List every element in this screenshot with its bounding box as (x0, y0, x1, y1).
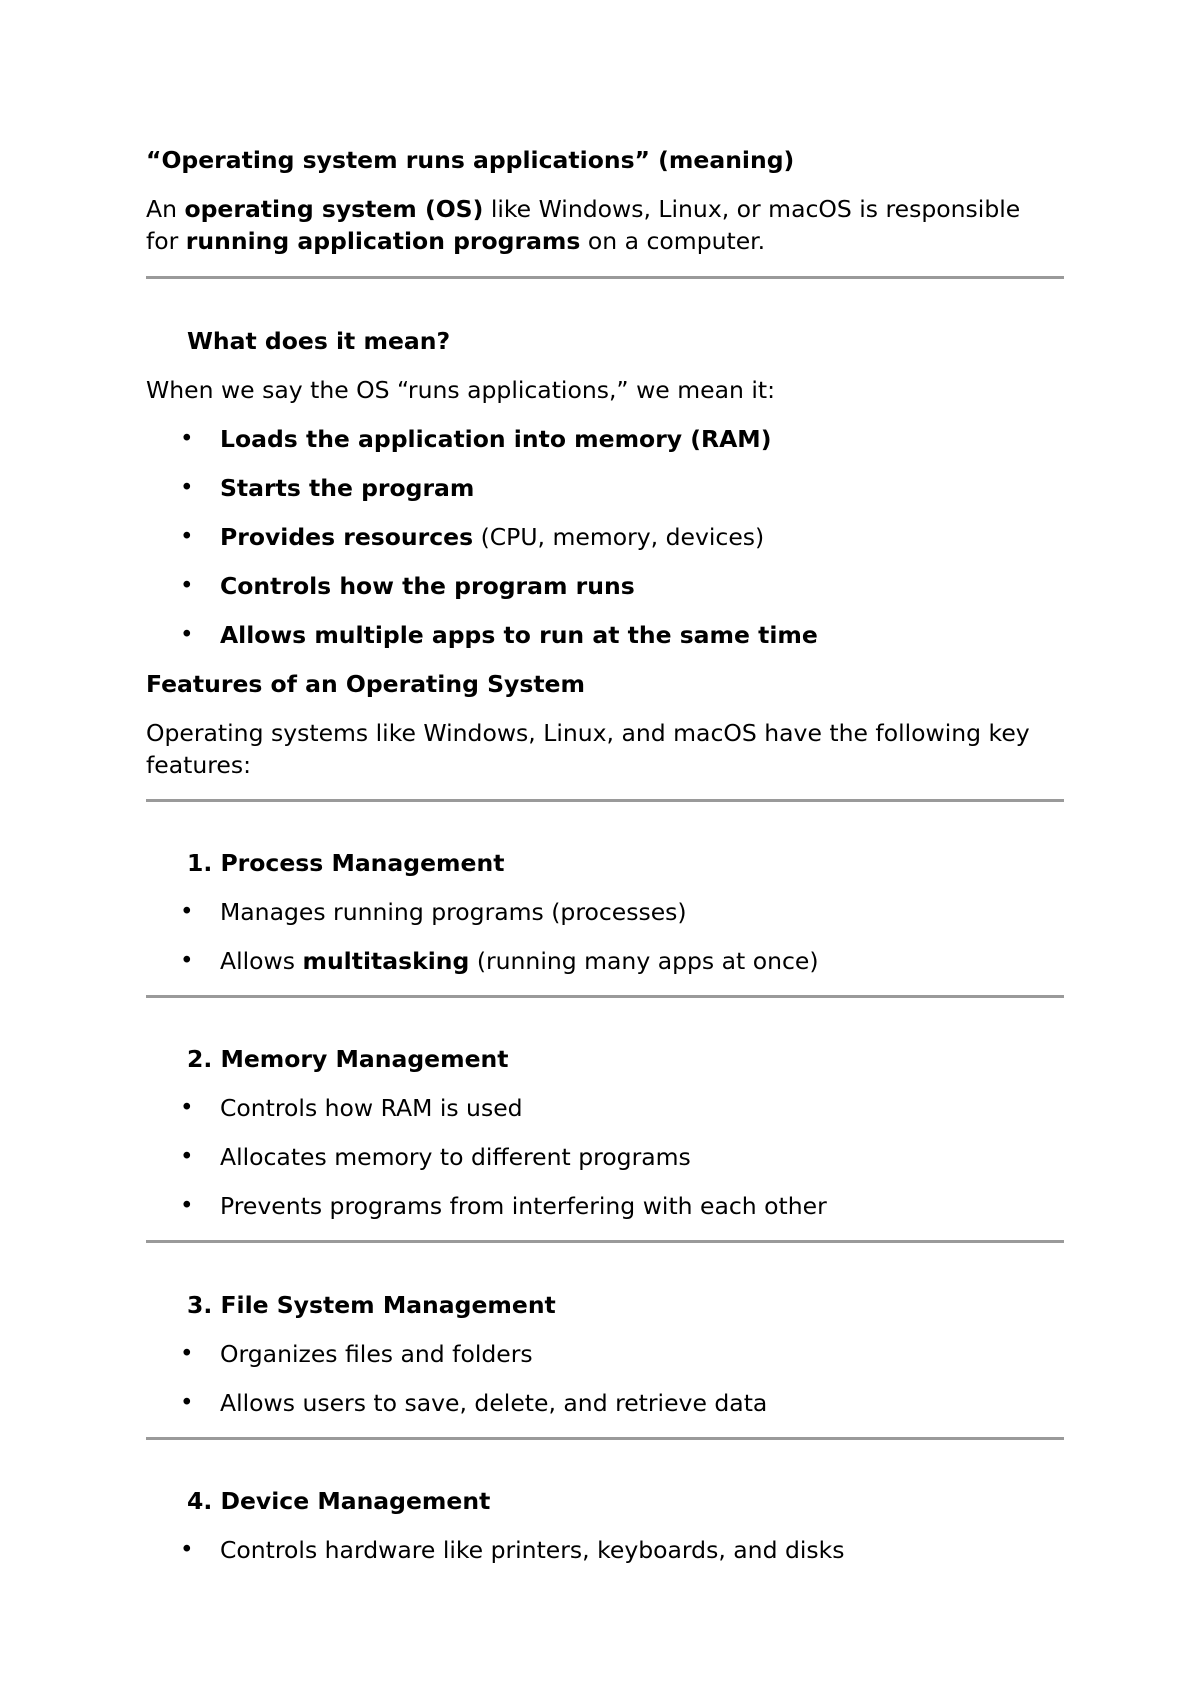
list-item: Allows multitasking (running many apps at once) (220, 947, 819, 975)
list-item: Organizes files and folders (220, 1340, 533, 1368)
bullet-glyph: • (180, 524, 194, 550)
section-title-device-management: 4. Device Management (187, 1487, 491, 1515)
bullet-glyph: • (180, 1144, 194, 1170)
term-running-application-programs: running application programs (185, 227, 581, 255)
bullet-glyph: • (180, 899, 194, 925)
bullet-glyph: • (180, 1095, 194, 1121)
section-title-memory-management: 2. Memory Management (187, 1045, 509, 1073)
bullet-glyph: • (180, 1537, 194, 1563)
intro-paragraph-line-1: An operating system (OS) like Windows, Linux, or macOS is responsible (146, 195, 1021, 223)
list-item: Provides resources (CPU, memory, devices) (220, 523, 765, 551)
list-item: Allocates memory to different programs (220, 1143, 691, 1171)
section-title-process-management: 1. Process Management (187, 849, 505, 877)
bullet-glyph: • (180, 948, 194, 974)
bullet-glyph: • (180, 1390, 194, 1416)
list-item: Loads the application into memory (RAM) (220, 425, 772, 453)
list-item: Prevents programs from interfering with each other (220, 1192, 827, 1220)
bullet-glyph: • (180, 622, 194, 648)
bullet-glyph: • (180, 1193, 194, 1219)
list-item: Allows multiple apps to run at the same time (220, 621, 818, 649)
meaning-heading: What does it mean? (187, 327, 451, 355)
features-lead-line-1: Operating systems like Windows, Linux, and macOS have the following key (146, 719, 1030, 747)
list-item: Allows users to save, delete, and retrieve data (220, 1389, 768, 1417)
list-item: Starts the program (220, 474, 475, 502)
intro-title: “Operating system runs applications” (meaning) (146, 146, 795, 174)
horizontal-rule (146, 276, 1064, 279)
features-heading: Features of an Operating System (146, 670, 585, 698)
list-item: Controls hardware like printers, keyboards, and disks (220, 1536, 845, 1564)
intro-paragraph-line-2: for running application programs on a computer. (146, 227, 766, 255)
horizontal-rule (146, 1437, 1064, 1440)
term-operating-system: operating system (OS) (184, 195, 484, 223)
features-lead-line-2: features: (146, 751, 252, 779)
horizontal-rule (146, 799, 1064, 802)
horizontal-rule (146, 1240, 1064, 1243)
horizontal-rule (146, 995, 1064, 998)
meaning-lead: When we say the OS “runs applications,” we mean it: (146, 376, 776, 404)
list-item: Controls how the program runs (220, 572, 635, 600)
bullet-glyph: • (180, 475, 194, 501)
bullet-glyph: • (180, 426, 194, 452)
list-item: Controls how RAM is used (220, 1094, 523, 1122)
bullet-glyph: • (180, 573, 194, 599)
section-title-file-system-management: 3. File System Management (187, 1291, 556, 1319)
list-item: Manages running programs (processes) (220, 898, 687, 926)
bullet-glyph: • (180, 1341, 194, 1367)
